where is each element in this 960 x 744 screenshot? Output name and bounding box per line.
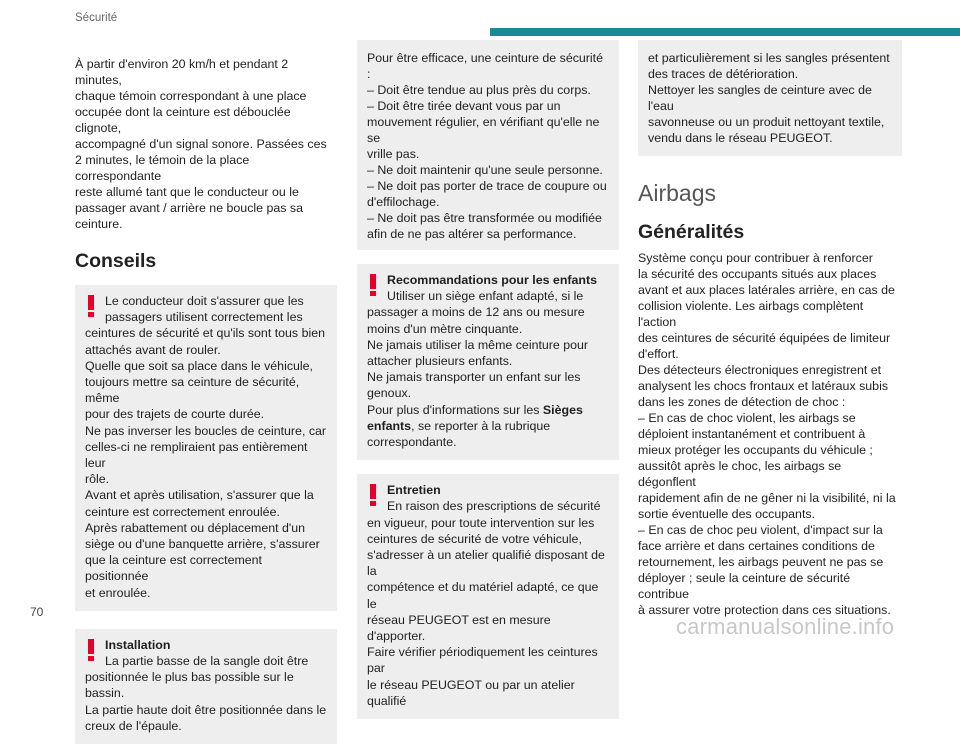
header-section-title: Sécurité (75, 12, 118, 24)
installation-first-lines (105, 653, 327, 669)
page-number: 70 (30, 605, 44, 619)
nettoyage-box (638, 40, 902, 156)
text-line: Ne pas inverser les boucles de ceinture, car (85, 423, 327, 438)
text-line: – Ne doit pas être transformée ou modifiée (367, 211, 602, 225)
conseils-note (75, 285, 337, 611)
text-line: moins d'un mètre cinquante. (367, 321, 523, 336)
text-line: Des détecteurs électroniques enregistrent et (638, 363, 882, 377)
header-accent-bar (490, 28, 960, 36)
text-line: – Doit être tendue au plus près du corps. (367, 83, 591, 97)
text-line: Après rabattement ou déplacement d'un (85, 520, 306, 535)
text-line: analysent les chocs frontaux et latéraux subis (638, 379, 889, 393)
generalites-text (638, 250, 902, 618)
text-line: creux de l'épaule. (85, 718, 182, 733)
efficace-box (357, 40, 619, 250)
column-2 (357, 40, 619, 719)
text-line: – En cas de choc violent, les airbags se (638, 411, 856, 425)
conseils-heading: Conseils (75, 250, 157, 272)
text-line: sortie éventuelle des occupants. (638, 507, 816, 521)
chapter-title-airbags: Airbags (638, 180, 716, 206)
text-line: – Ne doit pas porter de trace de coupure ou (367, 179, 607, 193)
nettoyage-text (648, 50, 892, 146)
conseils-first-lines (85, 293, 327, 325)
text-line: d'effort. (638, 347, 679, 361)
text-line: Quelle que soit sa place dans le véhicule, (85, 358, 313, 373)
text-line: La partie haute doit être positionnée dans le (85, 702, 327, 717)
text-line: retournement, les airbags peuvent ne pas se (638, 555, 884, 569)
text-line: – En cas de choc peu violent, d'impact sur la (638, 523, 883, 537)
text-line: chaque témoin correspondant à une place (75, 89, 307, 103)
enfants-text (367, 304, 609, 401)
entretien-title: Entretien (387, 483, 441, 498)
text-line: ceintures de sécurité et qu'ils sont tous bien (85, 326, 325, 341)
text-line: la sécurité des occupants situés aux places (638, 267, 877, 281)
exclamation-warning-icon (367, 484, 381, 506)
text-line: en vigueur, pour toute intervention sur les (367, 515, 595, 530)
text-line: mouvement régulier, en vérifiant qu'elle ne se (367, 115, 600, 145)
text-line: ceinture. (75, 217, 123, 231)
entretien-note (357, 474, 619, 719)
column-1 (75, 56, 337, 744)
text-line: vrille pas. (367, 147, 420, 161)
text-line: passager a moins de 12 ans ou mesure (367, 305, 585, 320)
text-line: Faire vérifier périodiquement les ceintures par (367, 645, 598, 676)
text-line: À partir d'environ 20 km/h et pendant 2 minutes, (75, 57, 289, 87)
installation-text (85, 669, 327, 734)
text-line: réseau PEUGEOT est en mesure d'apporter. (367, 612, 551, 644)
text-line: Système conçu pour contribuer à renforcer (638, 251, 873, 265)
enfants-reference-2: enfants, se reporter à la rubrique (367, 418, 551, 433)
text-line: toujours mettre sa ceinture de sécurité, même (85, 375, 300, 406)
text-line: – Ne doit maintenir qu'une seule personne. (367, 163, 603, 177)
text-line: face arrière et dans certaines conditions de (638, 539, 875, 553)
text-line: siège ou d'une banquette arrière, s'assurer (85, 537, 320, 552)
text-line: d'effilochage. (367, 195, 440, 209)
text-line: afin de ne pas altérer sa performance. (367, 227, 577, 241)
text-line: que la ceinture est correctement positionnée (85, 553, 263, 584)
installation-note (75, 629, 337, 744)
text-line: le réseau PEUGEOT ou par un atelier qualifié (367, 677, 575, 708)
enfants-reference-3: correspondante. (367, 435, 457, 450)
text-line: Ne jamais utiliser la même ceinture pour (367, 337, 589, 352)
text-line: attachés avant de rouler. (85, 342, 221, 357)
text-line: déploient instantanément et contribuent à (638, 427, 866, 441)
text-line: Avant et après utilisation, s'assurer que la (85, 488, 314, 503)
text-line: reste allumé tant que le conducteur ou le (75, 185, 299, 199)
watermark-text: carmanualsonline.info (676, 614, 895, 639)
text-line: dans les zones de détection de choc : (638, 395, 846, 409)
text-line: rapidement afin de ne gêner ni la visibilité, ni la (638, 491, 896, 505)
text-line: La partie basse de la sangle doit être (105, 654, 309, 669)
entretien-first-lines (387, 498, 609, 514)
generalites-heading: Généralités (638, 221, 745, 243)
text-line: pour des trajets de courte durée. (85, 407, 265, 422)
text-line: attacher plusieurs enfants. (367, 354, 513, 369)
installation-title: Installation (105, 637, 171, 652)
text-line: aussitôt après le choc, les airbags se dégonflent (638, 459, 842, 489)
enfants-title: Recommandations pour les enfants (387, 273, 597, 287)
exclamation-warning-icon (85, 295, 99, 317)
text-line: passagers utilisent correctement les (105, 310, 303, 325)
text-line: Ne jamais transporter un enfant sur les (367, 370, 581, 385)
text-line: s'adresser à un atelier qualifié disposant de la (367, 548, 605, 579)
text-line: celles-ci ne rempliraient pas entièrement leur (85, 439, 308, 471)
exclamation-warning-icon (85, 639, 99, 661)
text-line: et enroulée. (85, 585, 151, 600)
enfants-link-text: enfants (367, 418, 412, 433)
text-line: avant et aux places latérales arrière, en cas de (638, 283, 895, 297)
text-line: ceinture est correctement enroulée. (85, 504, 280, 519)
text-line: positionnée le plus bas possible sur le bassin. (85, 670, 294, 701)
enfants-note (357, 264, 619, 460)
text-line: collision violente. Les airbags complètent l'action (638, 299, 864, 329)
text-line: – Doit être tirée devant vous par un (367, 99, 561, 113)
text-line: compétence et du matériel adapté, ce que le (367, 580, 599, 611)
enfants-first-lines (387, 288, 609, 304)
text-line: vendu dans le réseau PEUGEOT. (648, 131, 833, 145)
text-line: genoux. (367, 386, 412, 401)
text-line: accompagné d'un signal sonore. Passées ces (75, 137, 327, 151)
text-line: mieux protéger les occupants du véhicule ; (638, 443, 873, 457)
entretien-text (367, 515, 609, 709)
exclamation-warning-icon (367, 274, 381, 296)
text-line: En raison des prescriptions de sécurité (387, 499, 601, 514)
text-line: occupée dont la ceinture est débouclée clignote, (75, 105, 291, 135)
text-line: Pour être efficace, une ceinture de sécurité : (367, 51, 604, 81)
text-line: des traces de détérioration. (648, 67, 799, 81)
text-line: déployer ; seule la ceinture de sécurité contribue (638, 571, 851, 601)
text-line: Utiliser un siège enfant adapté, si le (387, 289, 584, 304)
text-line: à assurer votre protection dans ces situations. (638, 603, 891, 617)
text-line: des ceintures de sécurité équipées de limiteur (638, 331, 891, 345)
enfants-reference: Pour plus d'informations sur les Sièges (367, 402, 583, 417)
text-line: savonneuse ou un produit nettoyant textile, (648, 115, 885, 129)
conseils-text (85, 325, 327, 600)
text-line: et particulièrement si les sangles présentent (648, 51, 890, 65)
sieges-link-text: Sièges (542, 402, 583, 417)
text-line: rôle. (85, 472, 110, 487)
text-line: passager avant / arrière ne boucle pas sa (75, 201, 303, 215)
intro-paragraph (75, 56, 337, 232)
efficace-text (367, 50, 609, 242)
text-line: Nettoyer les sangles de ceinture avec de l'eau (648, 83, 872, 113)
text-line: Le conducteur doit s'assurer que les (105, 294, 304, 308)
column-3 (638, 40, 902, 618)
text-line: ceintures de sécurité de votre véhicule, (367, 531, 582, 546)
text-line: 2 minutes, le témoin de la place correspondante (75, 153, 250, 183)
